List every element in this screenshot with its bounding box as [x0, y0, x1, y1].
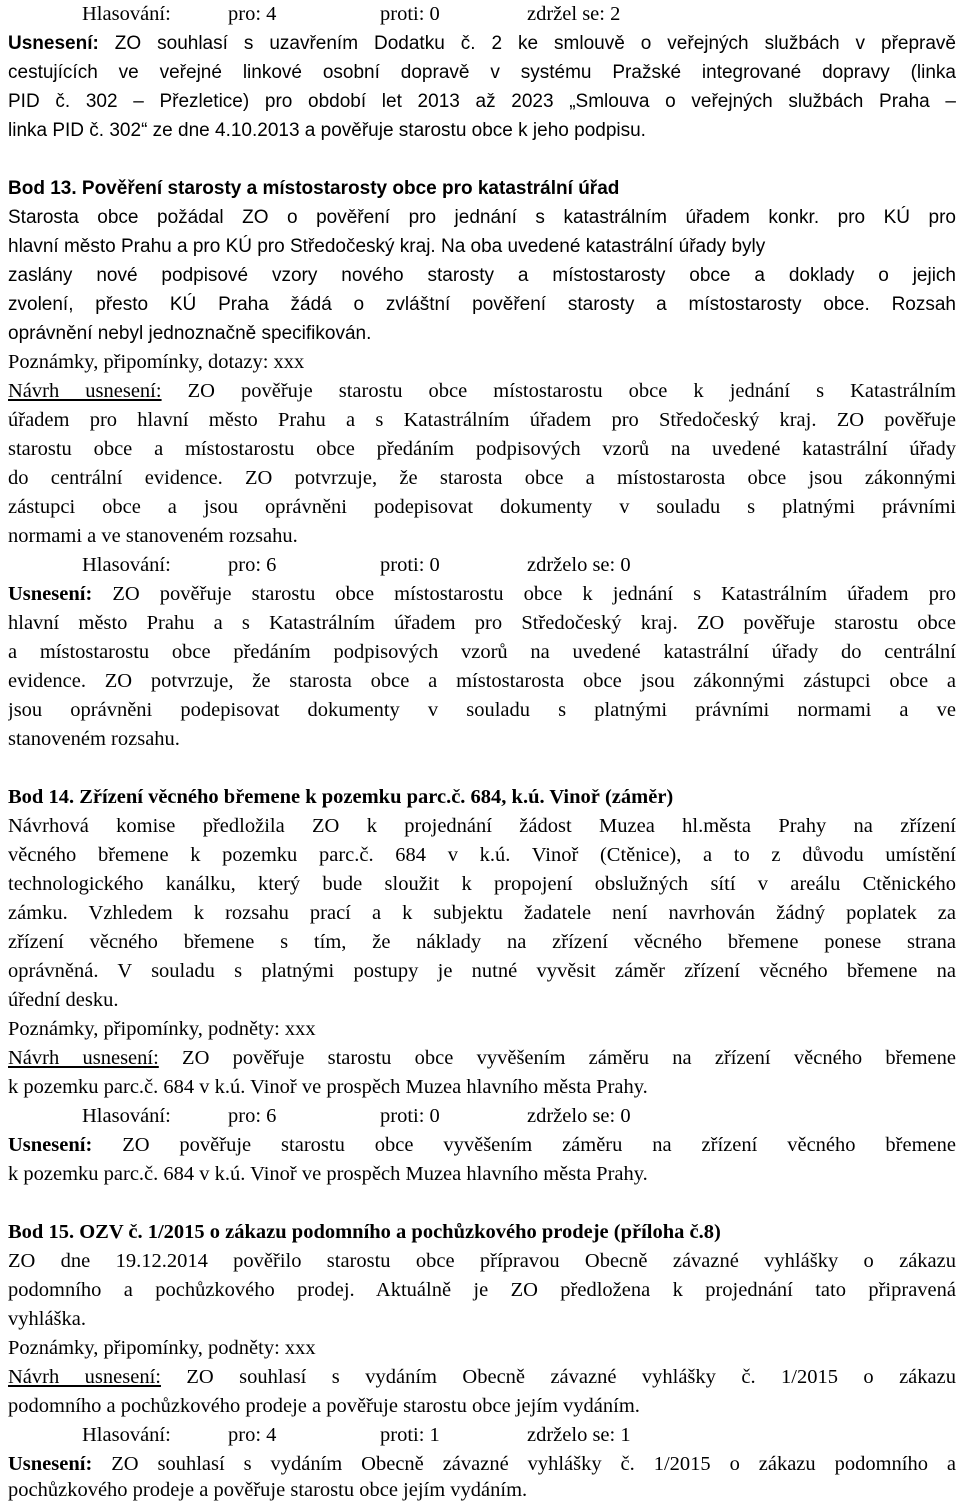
- bod15-navrh-line: podomního a pochůzkového prodeje a pověřuje starostu obce jejím vydáním.: [8, 1395, 640, 1417]
- bod13-text-line: Starosta obce požádal ZO o pověření pro jednání s katastrálním úřadem konkr. pro KÚ pro: [8, 207, 956, 228]
- navrh-label: Návrh usnesení:: [8, 380, 162, 402]
- bod13-navrh-line: do centrální evidence. ZO potvrzuje, že starosta obce a místostarosta obce jsou zákonnými: [8, 467, 956, 489]
- usneseni-label: Usnesení:: [8, 33, 99, 54]
- bod13-text-span: hlavní město Prahu a pro KÚ pro Středočeský kraj. Na oba uvedené katastrální úřady byly: [8, 236, 766, 257]
- bod13-usneseni-line: jsou oprávněni podepisovat dokumenty v souladu s platnými právními normami a ve: [8, 699, 956, 721]
- navrh-text: ZO souhlasí s vydáním Obecně závazné vyhlášky č. 1/2015 o zákazu: [160, 1366, 956, 1388]
- bod13-navrh-line: [8, 377, 956, 406]
- usneseni-text: ZO pověřuje starostu obce vyvěšením záměru na zřízení věcného břemene: [92, 1134, 956, 1156]
- bod14-text-line: zřízení věcného břemene s tím, že náklady na zřízení věcného břemene ponese strana: [8, 931, 956, 953]
- vote-label: Hlasování:: [82, 3, 171, 25]
- bod13-heading: [8, 174, 956, 203]
- intro-usneseni-line: [8, 29, 956, 58]
- intro-usneseni-line: linka PID č. 302“ ze dne 4.10.2013 a pověřuje starostu obce k jeho podpisu.: [8, 120, 646, 141]
- bod14-text-line: zámku. Vzhledem k rozsahu prací a k subjektu žadatele není navrhován žádný poplatek za: [8, 902, 956, 924]
- vote-proti: proti: 1: [380, 1424, 440, 1446]
- navrh-text: ZO pověřuje starostu obce vyvěšením záměru na zřízení věcného břemene: [158, 1047, 956, 1069]
- bod13-navrh-line: starostu obce a místostarostu obce předáním podpisových vzorů na uvedené katastrální úřady: [8, 438, 956, 460]
- bod14-usneseni-line: [8, 1131, 956, 1160]
- bod13-usneseni-line: [8, 580, 956, 609]
- vote-pro: pro: 4: [228, 1424, 277, 1446]
- bod13-text-line: zaslány nové podpisové vzory nového starosty a místostarosty obce a doklady o jejich: [8, 265, 956, 286]
- vote-label: Hlasování:: [82, 1424, 171, 1446]
- bod15-notes: Poznámky, připomínky, podněty: xxx: [8, 1337, 316, 1359]
- navrh-label: Návrh usnesení:: [8, 1047, 159, 1069]
- usneseni-text: ZO pověřuje starostu obce místostarostu obce k jednání s Katastrálním úřadem pro: [92, 583, 956, 605]
- vote-label: Hlasování:: [82, 554, 171, 576]
- bod13-text-line: oprávnění nebyl jednoznačně specifikován.: [8, 323, 372, 344]
- bod15-text-line: podomního a pochůzkového prodej. Aktuálně je ZO předložena k projednání tato připravená: [8, 1279, 956, 1301]
- bod15-text-line: vyhláška.: [8, 1308, 86, 1330]
- bod13-text-line: zvolení, přesto KÚ Praha žádá o zvláštní pověření starosty a místostarosty obce. Rozsah: [8, 294, 956, 315]
- bod14-text-line: Návrhová komise předložila ZO k projednání žádost Muzea hl.města Prahy na zřízení: [8, 815, 956, 837]
- bod14-navrh-line: k pozemku parc.č. 684 v k.ú. Vinoř ve prospěch Muzea hlavního města Prahy.: [8, 1076, 648, 1098]
- bod14-text-line: oprávněná. V souladu s platnými postupy je nutné vyvěsit záměr zřízení věcného břemene na: [8, 960, 956, 982]
- bod14-text-line: věcného břemene k pozemku parc.č. 684 v k.ú. Vinoř (Ctěnice), a to z důvodu umístění: [8, 844, 956, 866]
- navrh-text: ZO pověřuje starostu obce místostarostu obce k jednání s Katastrálním: [161, 380, 956, 402]
- vote-pro: pro: 6: [228, 554, 277, 576]
- vote-zdrzel: zdržel se: 2: [527, 3, 621, 25]
- bod13-notes: Poznámky, připomínky, dotazy: xxx: [8, 351, 305, 373]
- usneseni-label: Usnesení:: [8, 1453, 93, 1475]
- usneseni-label: Usnesení:: [8, 583, 93, 605]
- bod13-usneseni-line: hlavní město Prahu a s Katastrálním úřadem pro Středočeský kraj. ZO pověřuje starostu obce: [8, 612, 956, 634]
- intro-usneseni-line: PID č. 302 – Přezletice) pro období let 2013 až 2023 „Smlouva o veřejných službách Praha –: [8, 91, 956, 112]
- bod13-usneseni-line: stanoveném rozsahu.: [8, 728, 180, 750]
- bod13-navrh-line: normami a ve stanoveném rozsahu.: [8, 525, 298, 547]
- bod13-navrh-line: zástupci obce a jsou oprávněni podepisovat dokumenty v souladu s platnými právními: [8, 496, 956, 518]
- usneseni-text: ZO souhlasí s vydáním Obecně závazné vyhlášky č. 1/2015 o zákazu podomního a: [92, 1453, 956, 1475]
- bod14-notes: Poznámky, připomínky, podněty: xxx: [8, 1018, 316, 1040]
- vote-proti: proti: 0: [380, 3, 440, 25]
- vote-pro: pro: 4: [228, 3, 277, 25]
- bod15-text-line: ZO dne 19.12.2014 pověřilo starostu obce přípravou Obecně závazné vyhlášky o zákazu: [8, 1250, 956, 1272]
- bod13-usneseni-line: a místostarostu obce předáním podpisových vzorů na uvedené katastrální úřady do centrální: [8, 641, 956, 663]
- navrh-label: Návrh usnesení:: [8, 1366, 161, 1388]
- bod13-text-line: [8, 232, 956, 261]
- bod15-navrh-line: [8, 1363, 956, 1392]
- bod14-text-line: úřední desku.: [8, 989, 119, 1011]
- bod14-text-line: technologického kanálku, který bude sloužit k propojení obslužných sítí v areálu Ctěnického: [8, 873, 956, 895]
- bod14-usneseni-line: k pozemku parc.č. 684 v k.ú. Vinoř ve prospěch Muzea hlavního města Prahy.: [8, 1163, 648, 1185]
- usneseni-label: Usnesení:: [8, 1134, 93, 1156]
- intro-usneseni-line: cestujících ve veřejné linkové osobní dopravě v systému Pražské integrované dopravy (linka: [8, 62, 956, 83]
- usneseni-text: ZO souhlasí s uzavřením Dodatku č. 2 ke smlouvě o veřejných službách v přepravě: [98, 33, 956, 54]
- vote-label: Hlasování:: [82, 1105, 171, 1127]
- vote-zdrzel: zdrželo se: 1: [527, 1424, 631, 1446]
- vote-pro: pro: 6: [228, 1105, 277, 1127]
- vote-proti: proti: 0: [380, 1105, 440, 1127]
- vote-zdrzel: zdrželo se: 0: [527, 554, 631, 576]
- bod15-heading: Bod 15. OZV č. 1/2015 o zákazu podomního a pochůzkového prodeje (příloha č.8): [8, 1221, 721, 1243]
- vote-proti: proti: 0: [380, 554, 440, 576]
- bod14-navrh-line: [8, 1044, 956, 1073]
- bod13-navrh-line: úřadem pro hlavní město Prahu a s Katastrálním úřadem pro Středočeský kraj. ZO pověřuje: [8, 409, 956, 431]
- bod13-number: Bod 13.: [8, 178, 77, 199]
- bod14-heading: Bod 14. Zřízení věcného břemene k pozemku parc.č. 684, k.ú. Vinoř (záměr): [8, 786, 674, 808]
- vote-zdrzel: zdrželo se: 0: [527, 1105, 631, 1127]
- bod15-usneseni-line: pochůzkového prodeje a pověřuje starostu obce jejím vydáním.: [8, 1479, 528, 1501]
- bod13-title: Pověření starosty a místostarosty obce pro katastrální úřad: [76, 178, 620, 199]
- bod15-usneseni-line: [8, 1450, 956, 1479]
- bod13-usneseni-line: evidence. ZO potvrzuje, že starosta obce a místostarosta obce jsou zákonnými zástupci obce a: [8, 670, 956, 692]
